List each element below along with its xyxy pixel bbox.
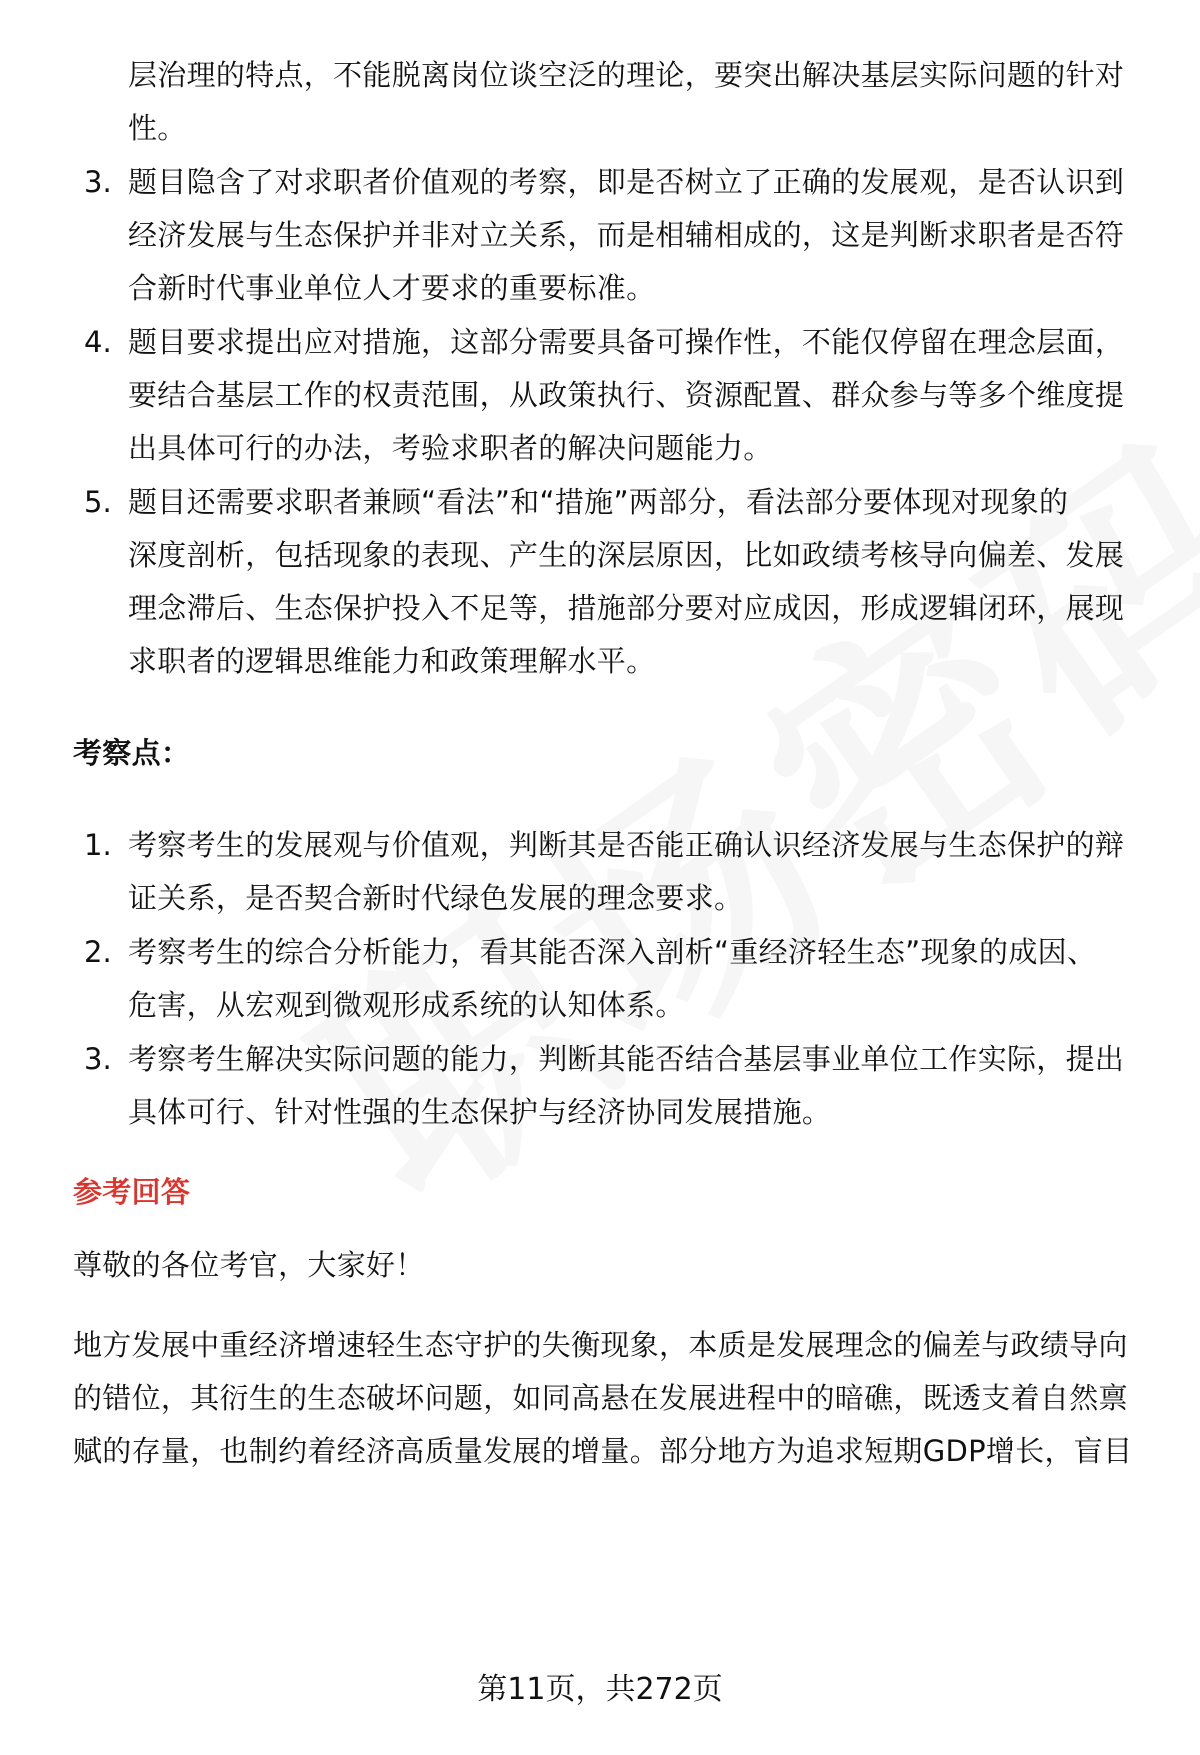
page-footer: 第11页，共272页 xyxy=(477,1672,723,1707)
list-number: 3. xyxy=(84,165,112,199)
answer-line: 的错位，其衍生的生态破坏问题，如同高悬在发展进程中的暗礁，既透支着自然禀 xyxy=(73,1381,1128,1415)
section-heading-answer: 参考回答 xyxy=(73,1175,191,1209)
list-number: 4. xyxy=(84,325,112,359)
list-item-line: 考察考生的综合分析能力，看其能否深入剖析“重经济轻生态”现象的成因、 xyxy=(128,935,1097,969)
list-number: 2. xyxy=(84,935,112,969)
list-item-line: 要结合基层工作的权责范围，从政策执行、资源配置、群众参与等多个维度提 xyxy=(128,378,1125,412)
list-item-line: 考察考生解决实际问题的能力，判断其能否结合基层事业单位工作实际，提出 xyxy=(128,1042,1125,1076)
list-item-line: 理念滞后、生态保护投入不足等，措施部分要对应成因，形成逻辑闭环，展现 xyxy=(128,591,1125,625)
list-number: 5. xyxy=(84,485,112,519)
intro-line: 性。 xyxy=(128,111,187,145)
answer-line: 地方发展中重经济增速轻生态守护的失衡现象，本质是发展理念的偏差与政绩导向 xyxy=(73,1328,1128,1362)
list-item-line: 合新时代事业单位人才要求的重要标准。 xyxy=(128,271,656,305)
list-item-line: 求职者的逻辑思维能力和政策理解水平。 xyxy=(128,644,656,678)
intro-line: 层治理的特点，不能脱离岗位谈空泛的理论，要突出解决基层实际问题的针对 xyxy=(128,58,1125,92)
list-number: 1. xyxy=(84,828,112,862)
list-item-line: 题目隐含了对求职者价值观的考察，即是否树立了正确的发展观，是否认识到 xyxy=(128,165,1125,199)
list-item-line: 题目要求提出应对措施，这部分需要具备可操作性，不能仅停留在理念层面， xyxy=(128,325,1125,359)
list-item-line: 深度剖析，包括现象的表现、产生的深层原因，比如政绩考核导向偏差、发展 xyxy=(128,538,1125,572)
answer-greeting: 尊敬的各位考官，大家好！ xyxy=(73,1248,425,1282)
list-item-line: 危害，从宏观到微观形成系统的认知体系。 xyxy=(128,988,685,1022)
list-number: 3. xyxy=(84,1042,112,1076)
list-item-line: 具体可行、针对性强的生态保护与经济协同发展措施。 xyxy=(128,1095,832,1129)
section-heading-points: 考察点： xyxy=(73,736,191,770)
list-item-line: 题目还需要求职者兼顾“看法”和“措施”两部分，看法部分要体现对现象的 xyxy=(128,485,1069,519)
list-item-line: 经济发展与生态保护并非对立关系，而是相辅相成的，这是判断求职者是否符 xyxy=(128,218,1125,252)
list-item-line: 证关系，是否契合新时代绿色发展的理念要求。 xyxy=(128,881,744,915)
answer-line: 赋的存量，也制约着经济高质量发展的增量。部分地方为追求短期GDP增长，盲目 xyxy=(73,1434,1133,1468)
list-item-line: 出具体可行的办法，考验求职者的解决问题能力。 xyxy=(128,431,773,465)
list-item-line: 考察考生的发展观与价值观，判断其是否能正确认识经济发展与生态保护的辩 xyxy=(128,828,1125,862)
